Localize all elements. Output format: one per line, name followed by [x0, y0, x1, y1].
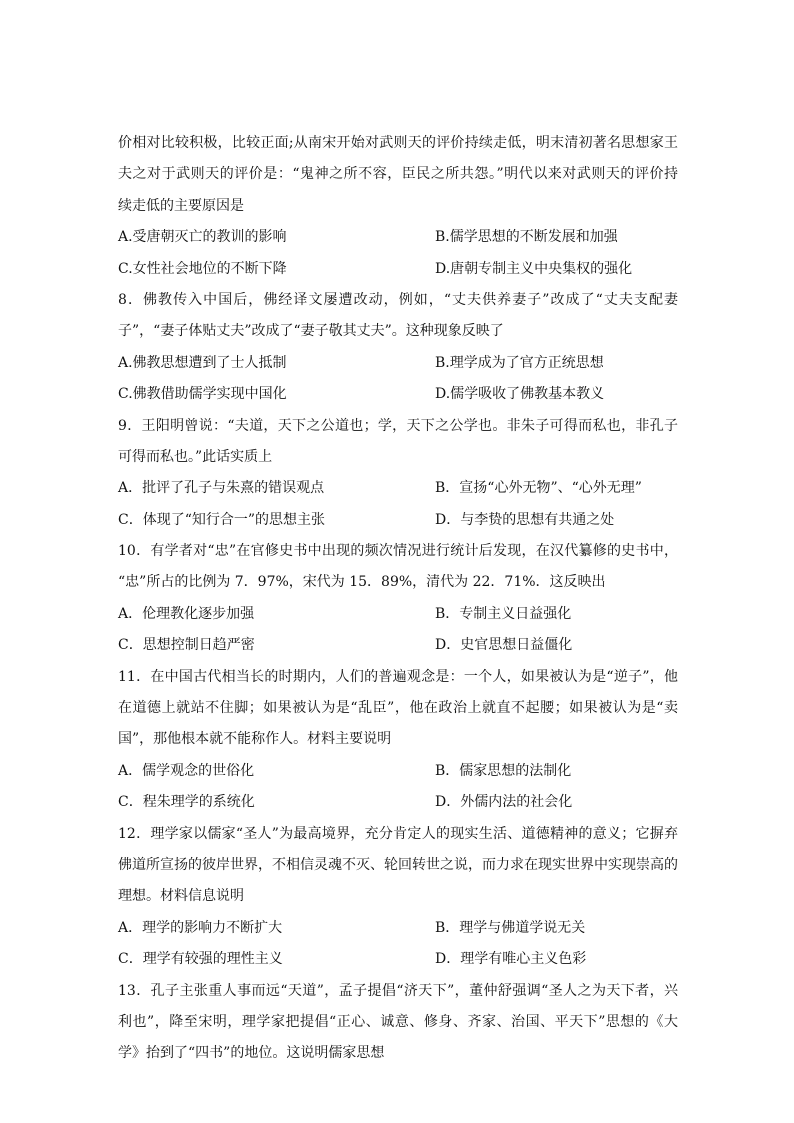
question-8-option-b[interactable]: B.理学成为了官方正统思想 [435, 354, 604, 371]
question-9-text-line-2: 可得而私也。”此话实质上 [118, 448, 273, 465]
question-9-option-b[interactable]: B．宣扬“心外无物”、“心外无理” [435, 480, 642, 497]
question-10-options-row-1 [118, 599, 678, 630]
question-11-option-d[interactable]: D．外儒内法的社会化 [435, 794, 573, 811]
question-12-option-a[interactable]: A．理学的影响力不断扩大 [118, 919, 283, 936]
question-9-options-row-2 [118, 505, 678, 536]
question-11-text-line-3: 国”，那他根本就不能称作人。材料主要说明 [118, 731, 392, 748]
question-8-option-a[interactable]: A.佛教思想遭到了士人抵制 [118, 354, 287, 371]
question-8-options-row-2 [118, 379, 678, 410]
question-9-option-c[interactable]: C．体现了“知行合一”的思想主张 [118, 511, 326, 528]
question-11-text-line-1: 11．在中国古代相当长的时期内，人们的普遍观念是：一个人，如果被认为是“逆子”，他 [118, 668, 678, 685]
question-12-option-c[interactable]: C．理学有较强的理性主义 [118, 951, 283, 968]
question-7-text-line-2: 夫之对于武则天的评价是：“鬼神之所不容，臣民之所共怨。”明代以来对武则天的评价持 [118, 166, 678, 183]
question-10-option-d[interactable]: D．史官思想日益僵化 [435, 637, 573, 654]
question-11-option-c[interactable]: C．程朱理学的系统化 [118, 794, 255, 811]
question-12-options-row-1 [118, 913, 678, 944]
question-10-options-row-2 [118, 630, 678, 661]
question-13-text-line-2: 利也”，降至宋明，理学家把提倡“正心、诚意、修身、齐家、治国、平天下”思想的《大 [118, 1013, 678, 1030]
question-13-text-line-1: 13．孔子主张重人事而远“天道”，孟子提倡“济天下”，董仲舒强调“圣人之为天下者，兴 [118, 982, 678, 999]
question-11-options-row-2 [118, 787, 678, 818]
question-9-options-row-1 [118, 473, 678, 504]
question-9-text-line-1: 9．王阳明曾说：“夫道，天下之公道也；学，天下之公学也。非朱子可得而私也，非孔子 [118, 417, 678, 434]
question-7-option-c[interactable]: C.女性社会地位的不断下降 [118, 260, 287, 277]
question-7-option-b[interactable]: B.儒学思想的不断发展和加强 [435, 229, 618, 246]
question-9-option-d[interactable]: D．与李贽的思想有共通之处 [435, 511, 615, 528]
question-7-option-d[interactable]: D.唐朝专制主义中央集权的强化 [435, 260, 633, 277]
question-13-text-line-3: 学》抬到了“四书”的地位。这说明儒家思想 [118, 1045, 385, 1062]
question-10-option-b[interactable]: B．专制主义日益强化 [435, 605, 572, 622]
question-8-option-d[interactable]: D.儒学吸收了佛教基本教义 [435, 386, 605, 403]
question-10-text-line-2: “忠”所占的比例为 7．97%，宋代为 15．89%，清代为 22．71%．这反映出 [118, 574, 606, 591]
question-8-text-line-1: 8．佛教传入中国后，佛经译文屡遭改动，例如，“丈夫供养妻子”改成了“丈夫支配妻 [118, 291, 678, 308]
question-10-option-c[interactable]: C．思想控制日趋严密 [118, 637, 255, 654]
question-8-options-row-1 [118, 348, 678, 379]
question-7-options-row-1 [118, 222, 678, 253]
question-8-option-c[interactable]: C.佛教借助儒学实现中国化 [118, 386, 287, 403]
question-11-text-line-2: 在道德上就站不住脚；如果被认为是“乱臣”，他在政治上就直不起腰；如果被认为是“卖 [118, 700, 678, 717]
question-10-option-a[interactable]: A．伦理教化逐步加强 [118, 605, 255, 622]
question-12-text-line-3: 理想。材料信息说明 [118, 888, 244, 905]
question-7-text-line-3: 续走低的主要原因是 [118, 197, 244, 214]
question-11-option-a[interactable]: A．儒学观念的世俗化 [118, 762, 255, 779]
question-7-option-a[interactable]: A.受唐朝灭亡的教训的影响 [118, 229, 287, 246]
question-11-options-row-1 [118, 756, 678, 787]
question-11-option-b[interactable]: B．儒家思想的法制化 [435, 762, 572, 779]
question-8-text-line-2: 子”，“妻子体贴丈夫”改成了“妻子敬其丈夫”。这种现象反映了 [118, 323, 504, 340]
question-10-text-line-1: 10．有学者对“忠”在官修史书中出现的频次情况进行统计后发现，在汉代纂修的史书中， [118, 543, 678, 560]
question-12-text-line-2: 佛道所宣扬的彼岸世界，不相信灵魂不灭、轮回转世之说，而力求在现实世界中实现崇高的 [118, 856, 678, 873]
question-12-option-b[interactable]: B．理学与佛道学说无关 [435, 919, 586, 936]
question-12-option-d[interactable]: D．理学有唯心主义色彩 [435, 951, 587, 968]
question-12-text-line-1: 12．理学家以儒家“圣人”为最高境界，充分肯定人的现实生活、道德精神的意义；它摒弃 [118, 825, 678, 842]
question-9-option-a[interactable]: A．批评了孔子与朱熹的错误观点 [118, 480, 325, 497]
question-7-options-row-2 [118, 254, 678, 285]
question-12-options-row-2 [118, 944, 678, 975]
question-7-text-line-1: 价相对比较积极，比较正面;从南宋开始对武则天的评价持续走低，明末清初著名思想家王 [118, 135, 678, 151]
page-content [118, 128, 678, 1070]
